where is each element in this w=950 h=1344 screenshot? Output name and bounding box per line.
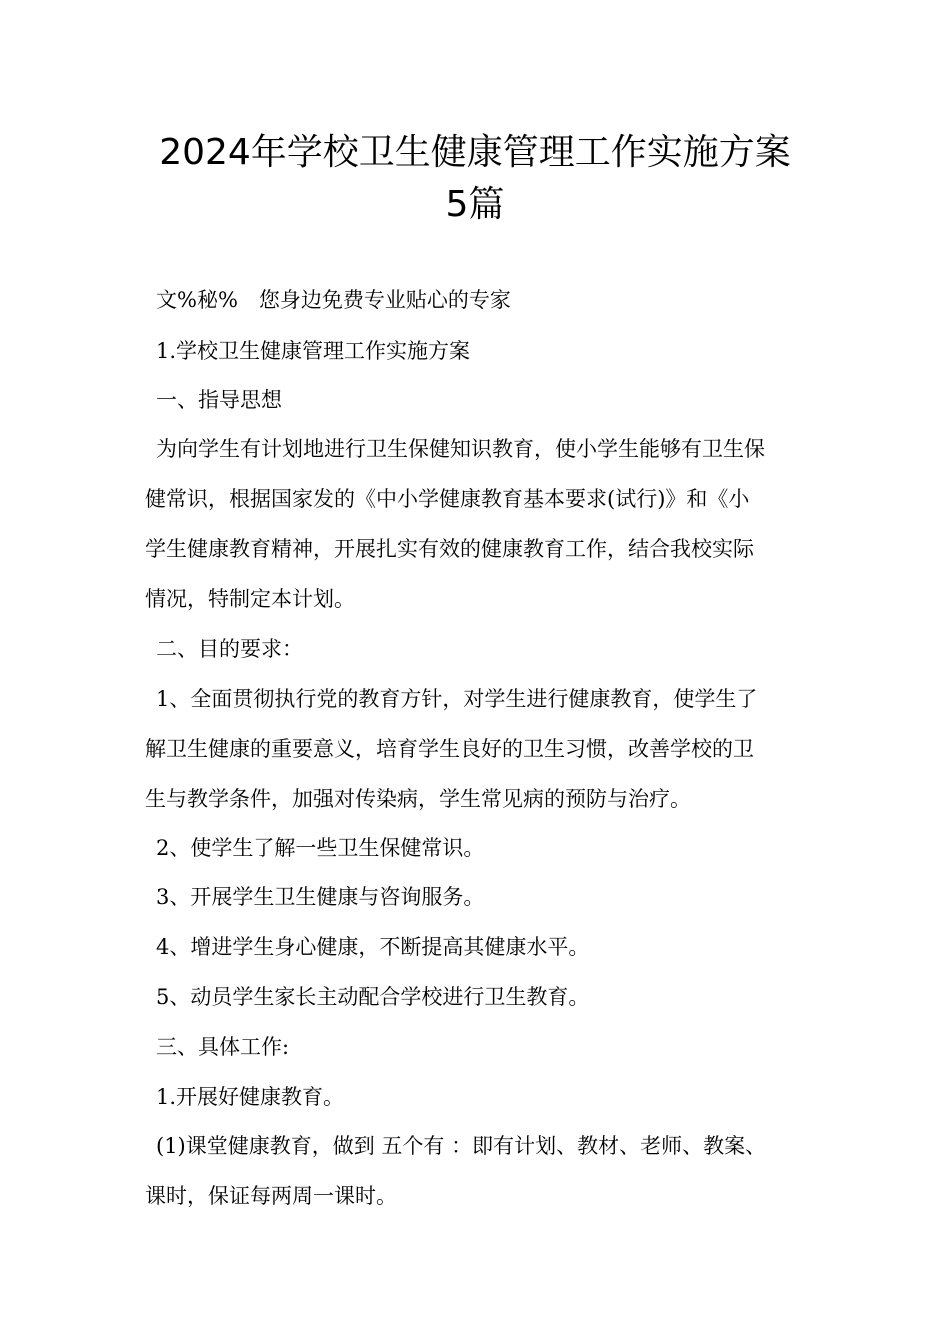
paragraph-line: 生与教学条件，加强对传染病，学生常见病的预防与治疗。 (145, 787, 691, 811)
list-item: 4、增进学生身心健康，不断提高其健康水平。 (156, 935, 590, 959)
paragraph-line: 学生健康教育精神，开展扎实有效的健康教育工作，结合我校实际 (145, 537, 754, 561)
section-heading-1: 1.学校卫生健康管理工作实施方案 (156, 339, 471, 363)
document-title-line-2: 5篇 (445, 184, 505, 225)
paragraph-line: 为向学生有计划地进行卫生保健知识教育，使小学生能够有卫生保 (156, 437, 765, 461)
list-item: 2、使学生了解一些卫生保健常识。 (156, 836, 485, 860)
paragraph-line: 情况，特制定本计划。 (145, 587, 355, 611)
paragraph-line: 1、全面贯彻执行党的教育方针，对学生进行健康教育，使学生了 (156, 687, 758, 711)
paragraph-line: (1)课堂健康教育，做到 五个有 ：即有计划、教材、老师、教案、 (156, 1134, 767, 1158)
list-item: 3、开展学生卫生健康与咨询服务。 (156, 885, 485, 909)
paragraph-line: 健常识，根据国家发的《中小学健康教育基本要求(试行)》和《小 (145, 487, 750, 511)
paragraph-line: 解卫生健康的重要意义，培育学生良好的卫生习惯，改善学校的卫 (145, 737, 754, 761)
document-title-line-1: 2024年学校卫生健康管理工作实施方案 (159, 132, 791, 173)
subheading-guiding-thought: 一、指导思想 (156, 388, 282, 412)
paragraph-line: 课时，保证每两周一课时。 (145, 1184, 397, 1208)
subheading-specific-work: 三、具体工作: (156, 1035, 290, 1059)
list-item: 1.开展好健康教育。 (156, 1085, 345, 1109)
subheading-goals: 二、目的要求： (156, 637, 303, 661)
source-line: 文%秘% 您身边免费专业贴心的专家 (156, 288, 511, 312)
list-item: 5、动员学生家长主动配合学校进行卫生教育。 (156, 985, 590, 1009)
